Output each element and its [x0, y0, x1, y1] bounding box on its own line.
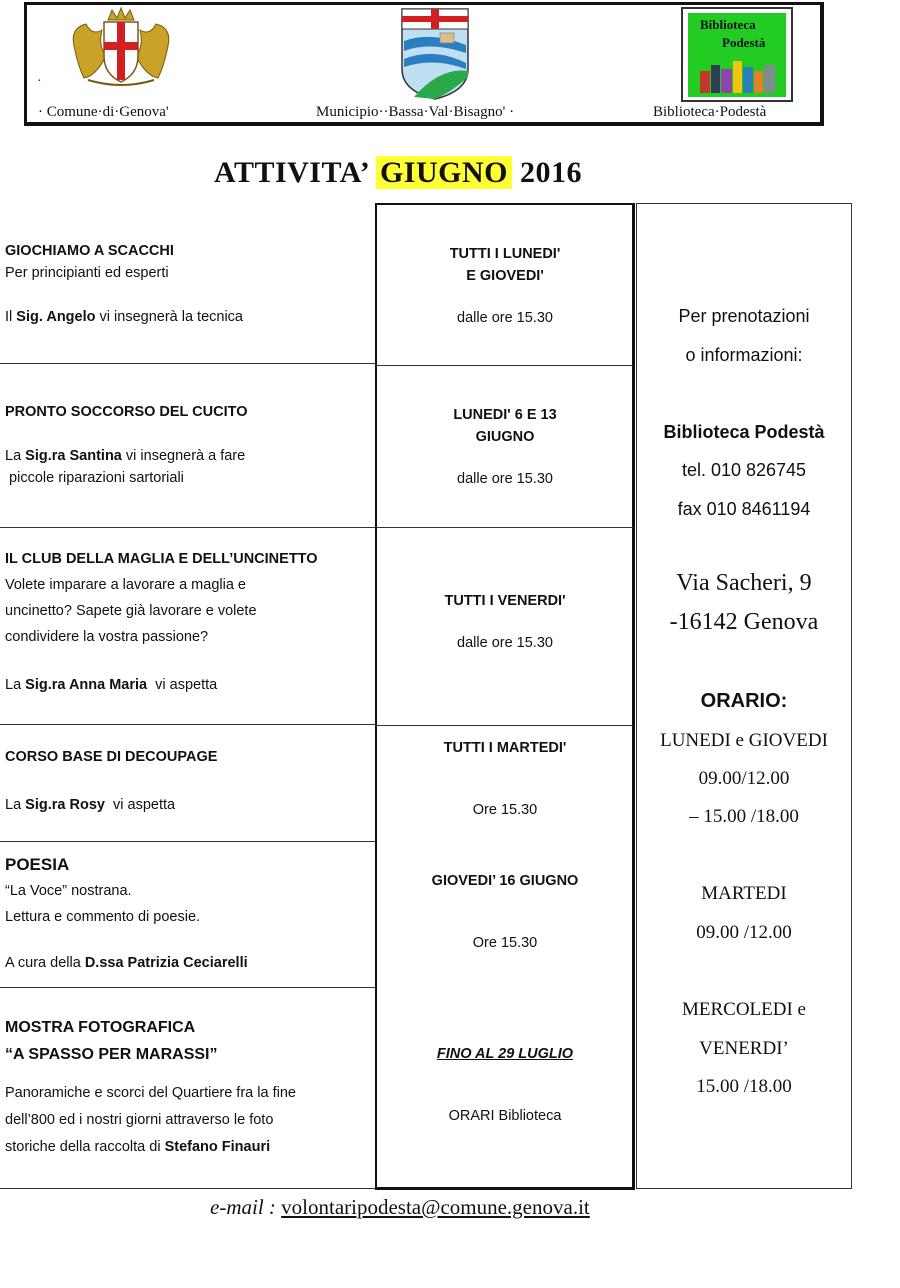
email-link[interactable]: volontaripodesta@comune.genova.it — [281, 1195, 590, 1219]
activity-desc: Lettura e commento di poesie. — [5, 909, 201, 925]
schedule-column — [375, 203, 635, 1190]
schedule-day: LUNEDI' 6 E 13 — [453, 407, 557, 423]
activity-title: CORSO BASE DI DECOUPAGE — [5, 749, 218, 765]
schedule-day: GIUGNO — [475, 429, 535, 445]
biblioteca-logo — [681, 7, 793, 102]
municipio-label: Municipio··Bassa·Val·Bisagno' · — [316, 104, 515, 120]
logo-text-line1: Biblioteca — [700, 17, 756, 32]
activity-title: GIOCHIAMO A SCACCHI — [5, 243, 174, 259]
activity-subtitle: “A SPASSO PER MARASSI” — [5, 1046, 218, 1063]
schedule-day: E GIOVEDI' — [466, 268, 544, 284]
header-dot: · — [37, 74, 42, 89]
biblioteca-label: Biblioteca·Podestà — [653, 104, 767, 120]
books-icon — [698, 57, 778, 95]
title-prefix: ATTIVITA’ — [214, 156, 368, 189]
info-hours-days: MERCOLEDI e — [681, 999, 806, 1020]
info-hours-time: 09.00 /12.00 — [696, 922, 792, 943]
activity-title: POESIA — [5, 855, 70, 874]
info-hours-time: 09.00/12.00 — [698, 768, 790, 789]
activity-desc: Panoramiche e scorci del Quartiere fra la fine — [5, 1085, 296, 1101]
info-address-street: Via Sacheri, 9 — [676, 570, 812, 596]
schedule-time: Ore 15.30 — [472, 935, 538, 951]
activity-host: La Sig.ra Santina vi insegnerà a fare — [5, 448, 246, 464]
info-column — [636, 203, 852, 1189]
info-hours-time: 15.00 /18.00 — [696, 1076, 792, 1097]
activity-knitting — [0, 530, 376, 725]
activity-host: La Sig.ra Rosy vi aspetta — [5, 797, 176, 813]
activity-photo-exhibit — [0, 992, 376, 1189]
activity-decoupage — [0, 728, 376, 842]
activity-desc: dell’800 ed i nostri giorni attraverso le foto — [5, 1112, 274, 1128]
schedule-time: dalle ore 15.30 — [457, 471, 553, 487]
info-booking-line1: Per prenotazioni — [678, 306, 810, 326]
info-hours-days: VENERDI’ — [699, 1038, 789, 1059]
activity-title: PRONTO SOCCORSO DEL CUCITO — [5, 404, 248, 420]
title-year: 2016 — [519, 156, 582, 189]
schedule-day: TUTTI I VENERDI' — [444, 593, 566, 609]
activity-desc: piccole riparazioni sartoriali — [5, 470, 184, 486]
info-hours-days: MARTEDI — [701, 883, 787, 904]
schedule-day: GIOVEDI’ 16 GIUGNO — [431, 873, 579, 889]
activity-title: IL CLUB DELLA MAGLIA E DELL’UNCINETTO — [5, 551, 318, 567]
activity-desc: “La Voce” nostrana. — [5, 883, 132, 899]
info-hours-title: ORARIO: — [700, 690, 788, 712]
comune-label: · Comune·di·Genova' — [38, 104, 169, 120]
activity-desc: Per principianti ed esperti — [5, 265, 169, 281]
page-title — [214, 156, 582, 190]
schedule-photo-exhibit — [377, 992, 633, 1188]
activity-host: storiche della raccolta di Stefano Finauri — [5, 1139, 271, 1155]
footer-email — [210, 1195, 590, 1220]
schedule-day: TUTTI I LUNEDI' — [449, 246, 561, 262]
schedule-time: dalle ore 15.30 — [457, 310, 553, 326]
activity-chess — [0, 210, 376, 364]
info-address-city: -16142 Genova — [669, 609, 819, 635]
info-phone: tel. 010 826745 — [681, 460, 807, 480]
logo-text-line2: Podestà — [722, 35, 766, 50]
email-label: e-mail : — [210, 1195, 276, 1219]
activity-host: A cura della D.ssa Patrizia Ceciarelli — [5, 955, 248, 971]
info-booking-line2: o informazioni: — [685, 345, 803, 365]
activity-desc: Volete imparare a lavorare a maglia e — [5, 577, 246, 593]
schedule-time: ORARI Biblioteca — [448, 1108, 562, 1124]
schedule-time: dalle ore 15.30 — [457, 635, 553, 651]
schedule-sewing — [377, 366, 633, 528]
info-fax: fax 010 8461194 — [677, 499, 811, 519]
schedule-decoupage — [377, 726, 633, 846]
schedule-poetry — [377, 846, 633, 992]
genova-coat-of-arms-icon — [68, 6, 174, 88]
activity-title: MOSTRA FOTOGRAFICA — [5, 1019, 196, 1036]
info-hours-time: – 15.00 /18.00 — [689, 806, 799, 827]
schedule-time: Ore 15.30 — [472, 802, 538, 818]
schedule-knitting — [377, 528, 633, 726]
activity-desc: uncinetto? Sapete già lavorare e volete — [5, 603, 257, 619]
activity-desc: condividere la vostra passione? — [5, 629, 209, 645]
activity-poetry — [0, 846, 376, 988]
schedule-day: FINO AL 29 LUGLIO — [436, 1046, 574, 1062]
info-hours-days: LUNEDI e GIOVEDI — [660, 730, 828, 751]
title-month-highlight: GIUGNO — [376, 156, 512, 189]
activity-host: Il Sig. Angelo vi insegnerà la tecnica — [5, 309, 243, 325]
municipio-shield-icon — [400, 7, 470, 101]
schedule-day: TUTTI I MARTEDI' — [443, 740, 567, 756]
activity-sewing — [0, 368, 376, 528]
schedule-chess — [377, 205, 633, 366]
activity-host: La Sig.ra Anna Maria vi aspetta — [5, 677, 218, 693]
info-library-name: Biblioteca Podestà — [663, 422, 825, 442]
